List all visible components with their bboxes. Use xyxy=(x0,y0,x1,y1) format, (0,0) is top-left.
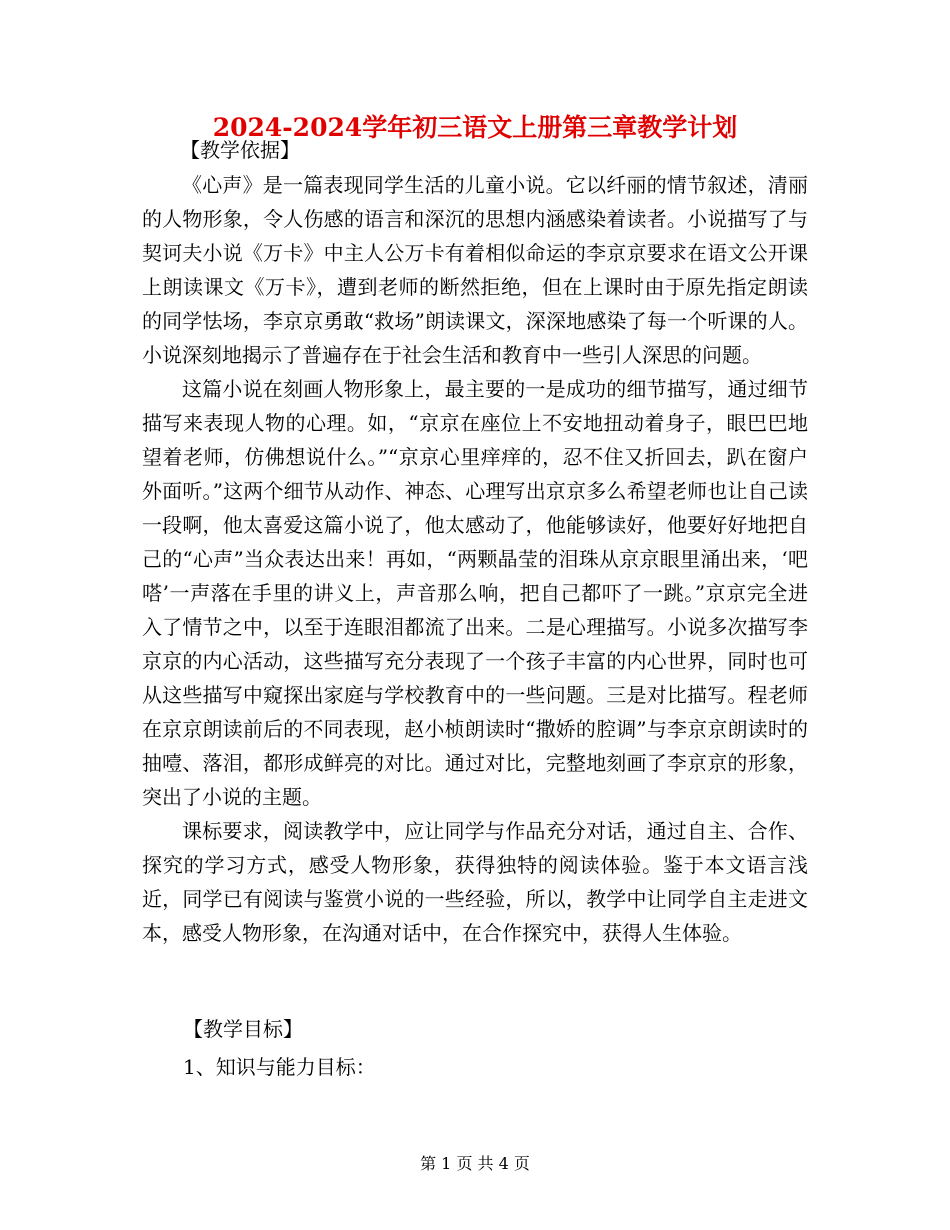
paragraph-1: 《心声》是一篇表现同学生活的儿童小说。它以纤丽的情节叙述，清丽的人物形象，令人伤感的语言和深沉的思想内涵感染着读者。小说描写了与契诃夫小说《万卡》中主人公万卡有着相似命运的李京京要求在语文公开课上朗读课文《万卡》，遭到老师的断然拒绝，但在上课时由于原先指定朗读的同学怯场，李京京勇敢“救场”朗读课文，深深地感染了每一个听课的人。小说深刻地揭示了普遍存在于社会生活和教育中一些引人深思的问题。 xyxy=(142,173,808,367)
section-heading-goals: 【教学目标】 xyxy=(183,1017,303,1041)
section-heading-basis: 【教学依据】 xyxy=(180,138,300,162)
page-footer: 第 1 页 共 4 页 xyxy=(420,1154,530,1173)
body-text xyxy=(142,168,808,950)
paragraph-2: 这篇小说在刻画人物形象上，最主要的一是成功的细节描写，通过细节描写来表现人物的心理。如，“京京在座位上不安地扭动着身子，眼巴巴地望着老师，仿佛想说什么。”“京京心里痒痒的，忍不住又折回去，趴在窗户外面听。”这两个细节从动作、神态、心理写出京京多么希望老师也让自己读一段啊，他太喜爱这篇小说了，他太感动了，他能够读好，他要好好地把自己的“心声”当众表达出来！再如，“两颗晶莹的泪珠从京京眼里涌出来，‘吧嗒’一声落在手里的讲义上，声音那么响，把自己都吓了一跳。”京京完全进入了情节之中，以至于连眼泪都流了出来。二是心理描写。小说多次描写李京京的内心活动，这些描写充分表现了一个孩子丰富的内心世界，同时也可从这些描写中窥探出家庭与学校教育中的一些问题。三是对比描写。程老师在京京朗读前后的不同表现，赵小桢朗读时“撒娇的腔调”与李京京朗读时的抽噎、落泪，都形成鲜亮的对比。通过对比，完整地刻画了李京京的形象，突出了小说的主题。 xyxy=(142,377,808,809)
document-title: 2024-2024学年初三语文上册第三章教学计划 xyxy=(212,113,738,142)
goal-item-knowledge: 1、知识与能力目标： xyxy=(183,1055,376,1079)
paragraph-3: 课标要求，阅读教学中，应让同学与作品充分对话，通过自主、合作、探究的学习方式，感受人物形象，获得独特的阅读体验。鉴于本文语言浅近，同学已有阅读与鉴赏小说的一些经验，所以，教学中让同学自主走进文本，感受人物形象，在沟通对话中，在合作探究中，获得人生体验。 xyxy=(142,819,808,945)
